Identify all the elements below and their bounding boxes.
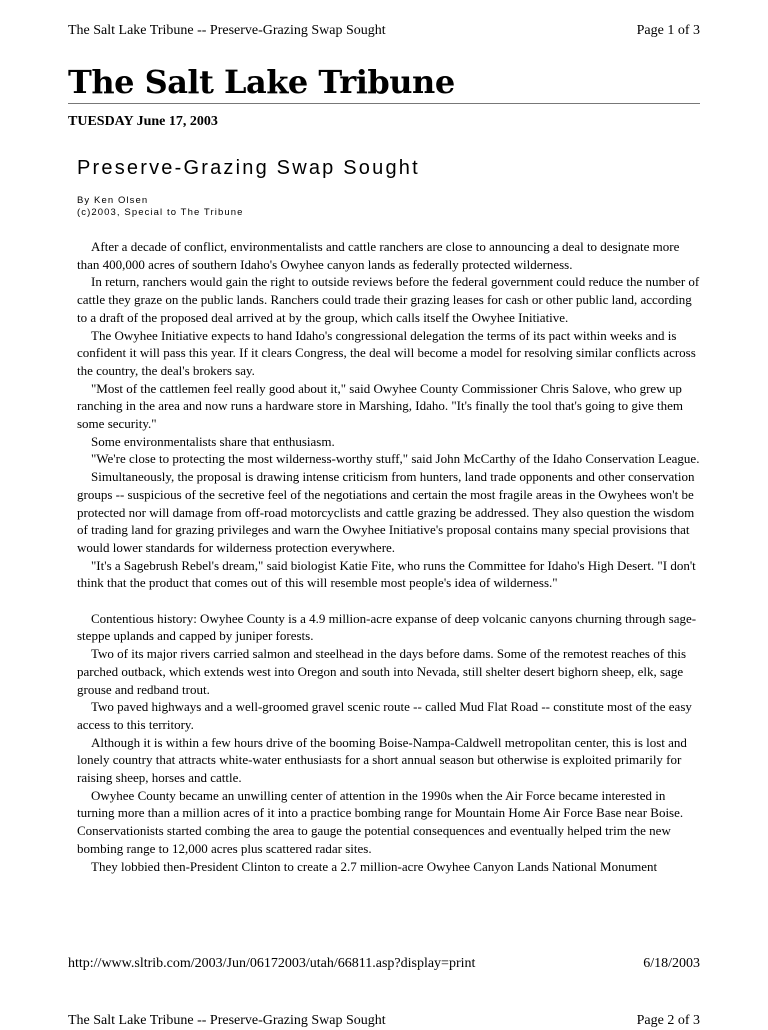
- next-page-number: Page 2 of 3: [636, 1013, 700, 1028]
- print-header-title: The Salt Lake Tribune -- Preserve-Grazing Swap Sought: [68, 23, 386, 38]
- print-footer: [68, 955, 700, 973]
- paragraph: Although it is within a few hours drive of the booming Boise-Nampa-Caldwell metropolitan center, this is lost and lonely country that attracts white-water enthusiasts for a short annual season but otherwise is exploited primarily for raising sheep, horses and cattle.: [77, 734, 687, 786]
- paragraph: Contentious history: Owyhee County is a 4.9 million-acre expanse of deep volcanic canyons churning through sage-steppe uplands and capped by juniper forests.: [77, 610, 697, 644]
- article-title: Preserve-Grazing Swap Sought: [77, 157, 420, 179]
- article-body: [77, 238, 703, 875]
- paragraph: Owyhee County became an unwilling center of attention in the 1990s when the Air Force became interested in turning more than a million acres of it into a practice bombing range for Mountain Home Air Force Base near Boise. Conservationists started combing the area to gauge the potential consequences and eventually helped trim the new bombing range to 12,000 acres plus scattered radar sites.: [77, 787, 684, 856]
- copyright-credit: (c)2003, Special to The Tribune: [77, 207, 244, 218]
- paragraph: "Most of the cattlemen feel really good about it," said Owyhee County Commissioner Chris Salove, who grew up ranching in the area and now runs a hardware store in Marshing, Idaho. "It's finally the tool that's going to give them some security.": [77, 380, 684, 432]
- author: By Ken Olsen: [77, 195, 149, 206]
- newspaper-masthead-logo: The Salt Lake Tribune: [68, 63, 455, 101]
- paragraph: Two of its major rivers carried salmon and steelhead in the days before dams. Some of the remotest reaches of this parched outback, which extends west into Oregon and south into Nevada, still shelter desert bighorn sheep, elk, sage grouse and redband trout.: [77, 646, 687, 697]
- print-date: 6/18/2003: [643, 956, 700, 971]
- paragraph: "We're close to protecting the most wilderness-worthy stuff," said John McCarthy of the Idaho Conservation League.: [91, 451, 700, 467]
- paragraph: After a decade of conflict, environmentalists and cattle ranchers are close to announcing a deal to designate more than 400,000 acres of southern Idaho's Owyhee canyon lands as federally protected wilderness.: [77, 239, 680, 272]
- paragraph: Some environmentalists share that enthusiasm.: [91, 433, 335, 449]
- next-page-header: [68, 1012, 700, 1030]
- issue-date: TUESDAY June 17, 2003: [68, 114, 218, 129]
- masthead-divider: [68, 103, 700, 104]
- source-url: http://www.sltrib.com/2003/Jun/06172003/utah/66811.asp?display=print: [68, 956, 476, 971]
- page-number: Page 1 of 3: [636, 23, 700, 38]
- paragraph: The Owyhee Initiative expects to hand Idaho's congressional delegation the terms of its pact within weeks and is confident it will pass this year. If it clears Congress, the deal will become a model for resolving similar conflicts across the country, the deal's brokers say.: [77, 327, 696, 378]
- paragraph: Simultaneously, the proposal is drawing intense criticism from hunters, land trade opponents and other conservation groups -- suspicious of the secretive feel of the negotiations and certain the most fragile areas in the Owyhees won't be protected nor will damage from off-road motorcyclists and cattle grazing be addressed. They also question the wisdom of trading land for grazing privileges and warn the Owyhee Initiative's proposal contains many special provisions that would lower standards for wilderness protection everywhere.: [77, 469, 695, 555]
- print-header: [68, 22, 700, 40]
- byline: [77, 195, 243, 219]
- paragraph: "It's a Sagebrush Rebel's dream," said biologist Katie Fite, who runs the Committee for Idaho's High Desert. "I don't think that the product that comes out of this will resemble most people's idea of wilderness.": [77, 557, 696, 591]
- paragraph: In return, ranchers would gain the right to outside reviews before the federal government could reduce the number of cattle they graze on the public lands. Ranchers could trade their grazing leases for cash or other public land, according to a draft of the proposed deal arrived at by the group, which calls itself the Owyhee Initiative.: [77, 274, 700, 325]
- paragraph: Two paved highways and a well-groomed gravel scenic route -- called Mud Flat Road -- constitute most of the easy access to this territory.: [77, 699, 692, 732]
- next-page-header-title: The Salt Lake Tribune -- Preserve-Grazing Swap Sought: [68, 1013, 386, 1028]
- paragraph: They lobbied then-President Clinton to create a 2.7 million-acre Owyhee Canyon Lands National Monument: [91, 858, 658, 874]
